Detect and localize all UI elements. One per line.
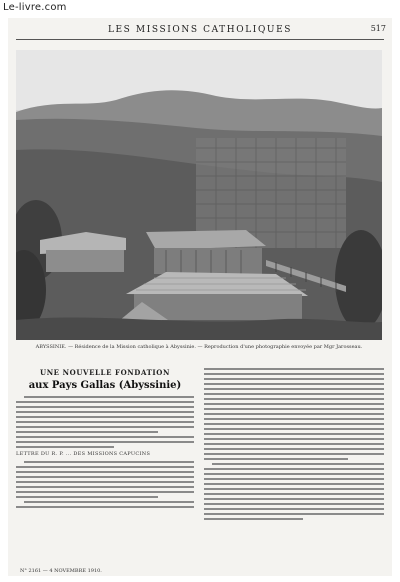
right-column — [204, 363, 384, 523]
section-heading: LETTRE DU R. P. ... DES MISSIONS CAPUCINS — [16, 451, 151, 457]
page-number: 517 — [370, 24, 386, 33]
mission-photograph — [16, 50, 382, 340]
header-rule — [16, 39, 384, 40]
article-body-left — [16, 396, 194, 508]
article-kicker: UNE NOUVELLE FONDATION — [39, 368, 171, 377]
issue-footer: N° 2161 — 4 NOVEMBRE 1910. — [20, 568, 102, 574]
document-page — [8, 18, 392, 576]
article-body-right — [204, 368, 384, 520]
site-watermark: Le-livre.com — [3, 2, 67, 13]
left-column — [16, 368, 194, 511]
article-headline: aux Pays Gallas (Abyssinie) — [28, 380, 182, 391]
photo-caption: ABYSSINIE. — Résidence de la Mission catholique à Abyssinie. — Reproduction d'une photographie envoyée par Mgr Jarosseau. — [35, 344, 363, 350]
running-title: LES MISSIONS CATHOLIQUES — [107, 25, 293, 35]
